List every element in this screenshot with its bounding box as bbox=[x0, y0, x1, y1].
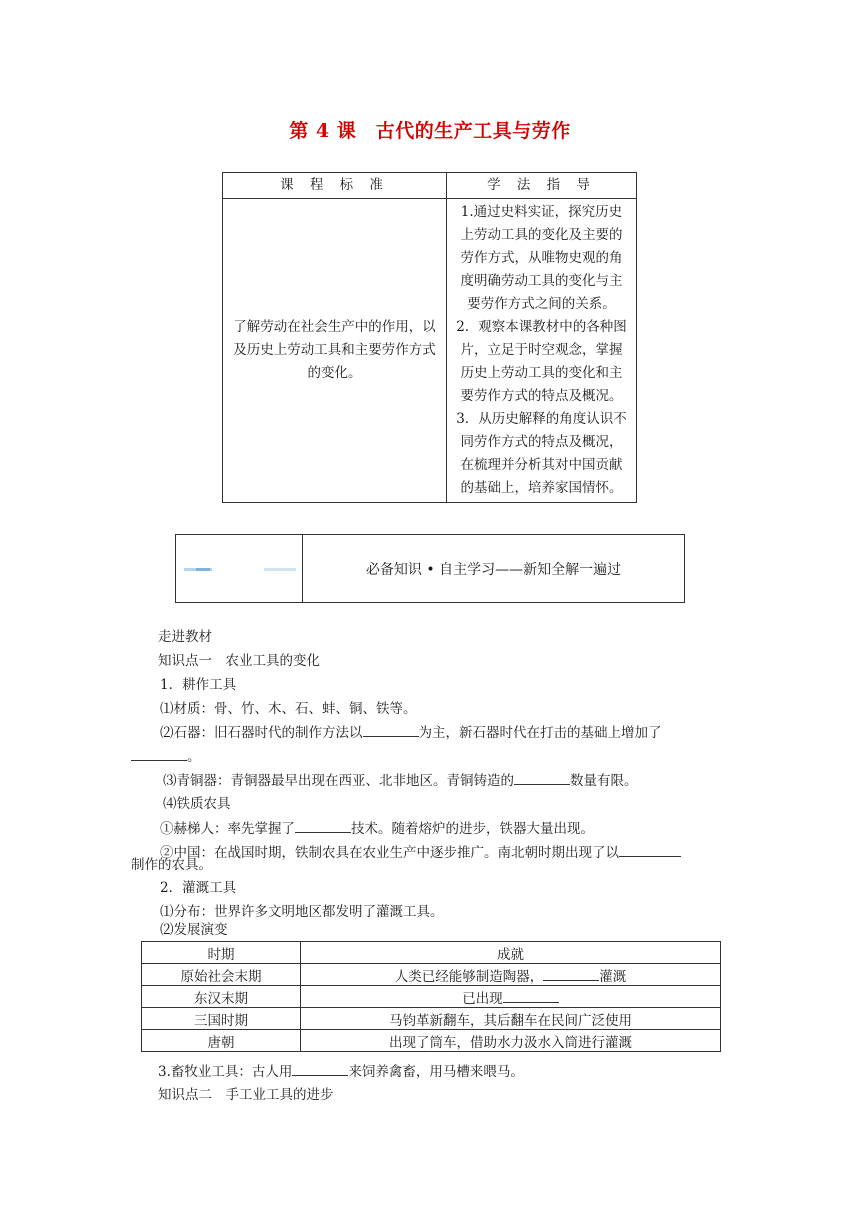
text-fragment: ⑶青铜器：青铜器最早出现在西亚、北非地区。青铜铸造的 bbox=[163, 773, 514, 789]
text-fragment: 技术。随着熔炉的进步，铁器大量出现。 bbox=[351, 821, 594, 837]
decoration-bar-accent bbox=[196, 568, 210, 571]
text-fragment: ①赫梯人：率先掌握了 bbox=[160, 821, 295, 837]
knowledge-point-2: 知识点二 手工业工具的进步 bbox=[158, 1087, 334, 1103]
subheading-tillage: 1．耕作工具 bbox=[160, 677, 237, 693]
text-fragment: 灌溉 bbox=[599, 968, 627, 985]
guidance-item-1: 1.通过史料实证，探究历史上劳动工具的变化及主要的劳作方式，从唯物史观的角度明确劳动工具的变化与主要劳作方式之间的关系。 bbox=[460, 204, 623, 312]
page-title: 第 4 课 古代的生产工具与劳作 bbox=[289, 120, 571, 142]
guidance-item-2: 2．观察本课教材中的各种图片，立足于时空观念，掌握历史上劳动工具的变化和主要劳作方式的特点及概况。 bbox=[456, 319, 627, 404]
achievement-cell: 出现了筒车，借助水力汲水入筒进行灌溉 bbox=[301, 1030, 721, 1052]
achievement-cell bbox=[301, 986, 721, 1008]
iron-heading: ⑷铁质农具 bbox=[163, 796, 231, 812]
text-fragment: 。 bbox=[187, 749, 201, 765]
fill-blank[interactable] bbox=[619, 842, 681, 857]
text-fragment: 数量有限。 bbox=[570, 773, 638, 789]
subheading-irrigation: 2．灌溉工具 bbox=[160, 880, 237, 896]
development-heading: ⑵发展演变 bbox=[160, 922, 228, 938]
hittite-line bbox=[160, 818, 594, 839]
text-fragment: 来饲养禽畜，用马槽来喂马。 bbox=[348, 1064, 524, 1080]
section-banner bbox=[175, 534, 685, 603]
text-fragment: 人类已经能够制造陶器， bbox=[394, 968, 544, 985]
livestock-line bbox=[158, 1061, 524, 1082]
achievement-cell bbox=[301, 964, 721, 986]
period-cell: 原始社会末期 bbox=[142, 964, 301, 986]
text-fragment: 已出现 bbox=[462, 990, 503, 1007]
period-cell: 三国时期 bbox=[142, 1008, 301, 1030]
decoration-bar bbox=[264, 568, 296, 571]
table-header-row bbox=[142, 942, 721, 964]
guidance-item-3: 3．从历史解释的角度认识不同劳作方式的特点及概况，在梳理并分析其对中国贡献的基础上，培养家国情怀。 bbox=[456, 411, 627, 496]
fill-blank[interactable] bbox=[363, 722, 419, 737]
text-fragment: 3.畜牧业工具：古人用 bbox=[158, 1064, 293, 1080]
irrigation-table bbox=[141, 941, 721, 1052]
bronze-line bbox=[163, 770, 638, 791]
stone-tools-line bbox=[160, 722, 662, 743]
text-fragment: ②中国：在战国时期，铁制农具在农业生产中逐步推广。南北朝时期出现了以 bbox=[160, 845, 619, 861]
china-line-cont: 制作的农具。 bbox=[131, 857, 212, 873]
fill-blank[interactable] bbox=[543, 966, 599, 981]
table-row bbox=[142, 1008, 721, 1030]
standard-text: 了解劳动在社会生产中的作用，以及历史上劳动工具和主要劳作方式的变化。 bbox=[223, 199, 447, 503]
curriculum-table bbox=[222, 172, 637, 503]
period-cell: 东汉末期 bbox=[142, 986, 301, 1008]
fill-blank[interactable] bbox=[295, 818, 351, 833]
text-fragment: ⑵石器：旧石器时代的制作方法以 bbox=[160, 725, 363, 741]
header-guidance: 学 法 指 导 bbox=[447, 173, 637, 199]
section-heading: 走进教材 bbox=[158, 629, 212, 645]
text-fragment: 为主，新石器时代在打击的基础上增加了 bbox=[418, 725, 662, 741]
table-row bbox=[142, 1030, 721, 1052]
table-row bbox=[142, 964, 721, 986]
fill-blank[interactable] bbox=[514, 770, 570, 785]
knowledge-point-1: 知识点一 农业工具的变化 bbox=[158, 653, 320, 669]
fill-blank[interactable] bbox=[131, 746, 187, 761]
guidance-cell bbox=[447, 199, 637, 503]
column-header: 时期 bbox=[142, 942, 301, 964]
stone-tools-cont bbox=[131, 746, 201, 767]
banner-text: 必备知识 • 自主学习——新知全解一遍过 bbox=[365, 561, 622, 578]
fill-blank[interactable] bbox=[292, 1061, 348, 1076]
achievement-cell: 马钧革新翻车，其后翻车在民间广泛使用 bbox=[301, 1008, 721, 1030]
period-cell: 唐朝 bbox=[142, 1030, 301, 1052]
header-standard: 课 程 标 准 bbox=[223, 173, 447, 199]
fill-blank[interactable] bbox=[503, 988, 559, 1003]
distribution-line: ⑴分布：世界许多文明地区都发明了灌溉工具。 bbox=[160, 904, 444, 920]
table-row bbox=[142, 986, 721, 1008]
material-line: ⑴材质：骨、竹、木、石、蚌、铜、铁等。 bbox=[160, 701, 417, 717]
china-line bbox=[160, 842, 681, 863]
column-header: 成就 bbox=[301, 942, 721, 964]
